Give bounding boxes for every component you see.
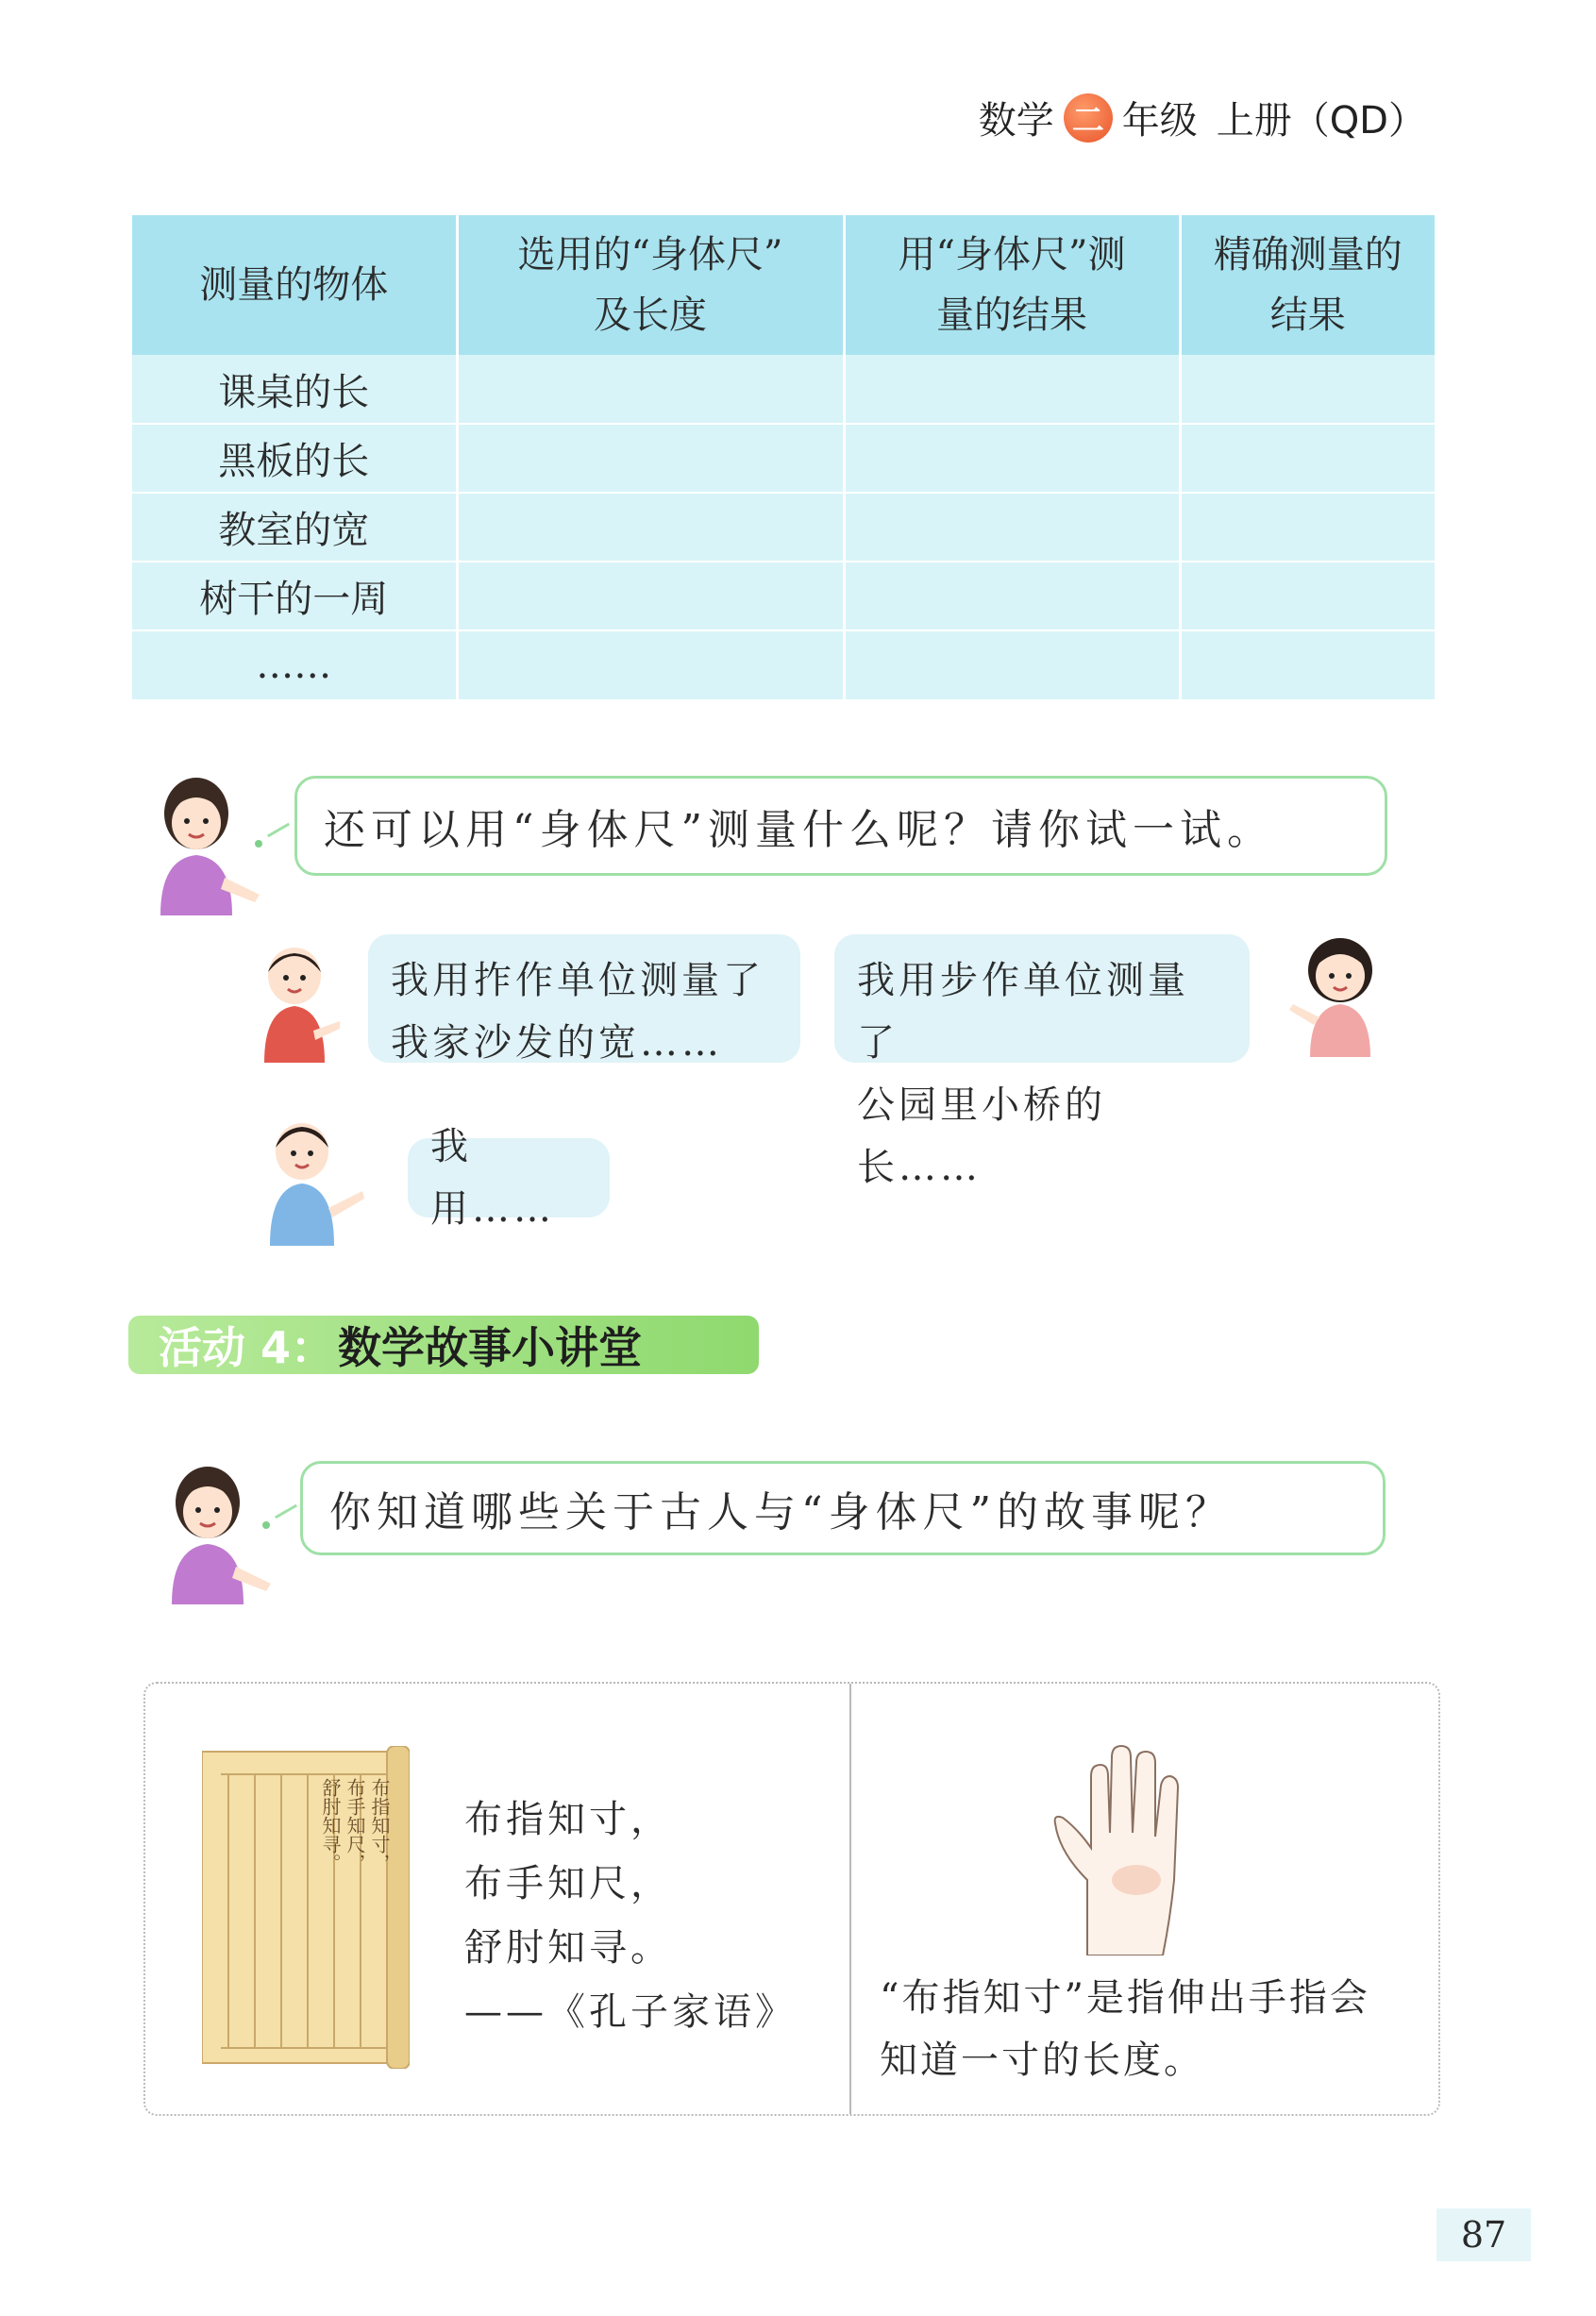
table-row: [132, 424, 1435, 493]
hand-icon: [1050, 1738, 1210, 1955]
table-cell: 黑板的长: [132, 424, 457, 493]
teacher-icon: [153, 1463, 276, 1604]
bubble-tail: [275, 1504, 297, 1519]
table-cell-empty[interactable]: [457, 493, 844, 562]
table-cell: 树干的一周: [132, 562, 457, 630]
table-header-row: [132, 215, 1435, 355]
table-cell-empty[interactable]: [1180, 493, 1435, 562]
table-cell-empty[interactable]: [457, 355, 844, 424]
explain-line1: “布指知寸”是指伸出手指会: [880, 1976, 1370, 2020]
table-row: [132, 562, 1435, 630]
bubble-dot: [255, 840, 262, 848]
explanation-text: [880, 1967, 1429, 2091]
boy1-bubble: [368, 934, 800, 1063]
table-cell-empty[interactable]: [457, 630, 844, 699]
boy2-text: 我用……: [430, 1125, 555, 1231]
teacher-story-bubble: [300, 1461, 1386, 1555]
table-cell-empty[interactable]: [844, 424, 1180, 493]
table-cell-empty[interactable]: [457, 424, 844, 493]
teacher-question-bubble: [294, 776, 1387, 876]
grade-badge: 二: [1064, 93, 1113, 143]
boy1-line1: 我用拃作单位测量了: [391, 959, 764, 1002]
story-right-panel: [851, 1684, 1438, 2114]
book-header: [979, 91, 1426, 144]
explain-line2: 知道一寸的长度。: [880, 2039, 1204, 2082]
teacher-icon: [142, 774, 264, 915]
girl-icon: [1285, 934, 1389, 1057]
poem: [464, 1787, 797, 2044]
volume-label: 上册（QD）: [1216, 99, 1426, 143]
table-cell: ……: [132, 630, 457, 699]
col-header-body-result: 用“身体尺”测 量的结果: [844, 215, 1180, 355]
boy-blue-icon: [253, 1114, 366, 1246]
girl-line2: 公园里小桥的长……: [857, 1083, 1106, 1189]
scroll-col-3: 舒肘知寻。: [319, 1778, 342, 1872]
story-box: [143, 1682, 1440, 2116]
poem-line: 布手知尺，: [464, 1862, 672, 1905]
table-cell-empty[interactable]: [844, 630, 1180, 699]
table-cell-empty[interactable]: [844, 355, 1180, 424]
scroll-col-2: 布手知尺，: [344, 1778, 366, 1872]
table-row: [132, 493, 1435, 562]
bubble-dot: [262, 1521, 270, 1529]
table-cell-empty[interactable]: [844, 493, 1180, 562]
bubble-tail: [267, 823, 290, 838]
activity-header: [128, 1316, 759, 1374]
poem-line: 舒肘知寻。: [464, 1926, 672, 1970]
table-cell: 课桌的长: [132, 355, 457, 424]
table-row: [132, 630, 1435, 699]
table-cell-empty[interactable]: [1180, 424, 1435, 493]
story-left-panel: [145, 1684, 851, 2114]
grade-suffix: 年级: [1121, 99, 1198, 143]
poem-source: ——《孔子家语》: [464, 1990, 797, 2034]
table-cell-empty[interactable]: [844, 562, 1180, 630]
girl-line1: 我用步作单位测量了: [857, 959, 1189, 1065]
table-cell: 教室的宽: [132, 493, 457, 562]
measure-table: [132, 215, 1435, 699]
boy1-line2: 我家沙发的宽……: [391, 1021, 723, 1065]
table-cell-empty[interactable]: [457, 562, 844, 630]
page-number: 87: [1436, 2208, 1531, 2261]
boy2-bubble: [408, 1125, 610, 1231]
col-header-precise-result: 精确测量的 结果: [1180, 215, 1435, 355]
scroll-col-1: 布指知寸，: [368, 1778, 391, 1872]
activity-label: 活动 4：: [159, 1322, 335, 1373]
col-header-object: 测量的物体: [132, 215, 457, 355]
teacher-story-text: 你知道哪些关于古人与“身体尺”的故事呢？: [329, 1488, 1233, 1536]
boy-red-icon: [247, 940, 342, 1063]
teacher-question-text: 还可以用“身体尺”测量什么呢？请你试一试。: [324, 806, 1274, 854]
table-cell-empty[interactable]: [1180, 630, 1435, 699]
subject-label: 数学: [978, 99, 1054, 143]
girl-bubble: [834, 934, 1250, 1189]
table-row: [132, 355, 1435, 424]
activity-title: 数学故事小讲堂: [338, 1322, 643, 1373]
col-header-body-ruler: 选用的“身体尺” 及长度: [457, 215, 844, 355]
poem-line: 布指知寸，: [464, 1798, 672, 1841]
table-cell-empty[interactable]: [1180, 355, 1435, 424]
table-cell-empty[interactable]: [1180, 562, 1435, 630]
